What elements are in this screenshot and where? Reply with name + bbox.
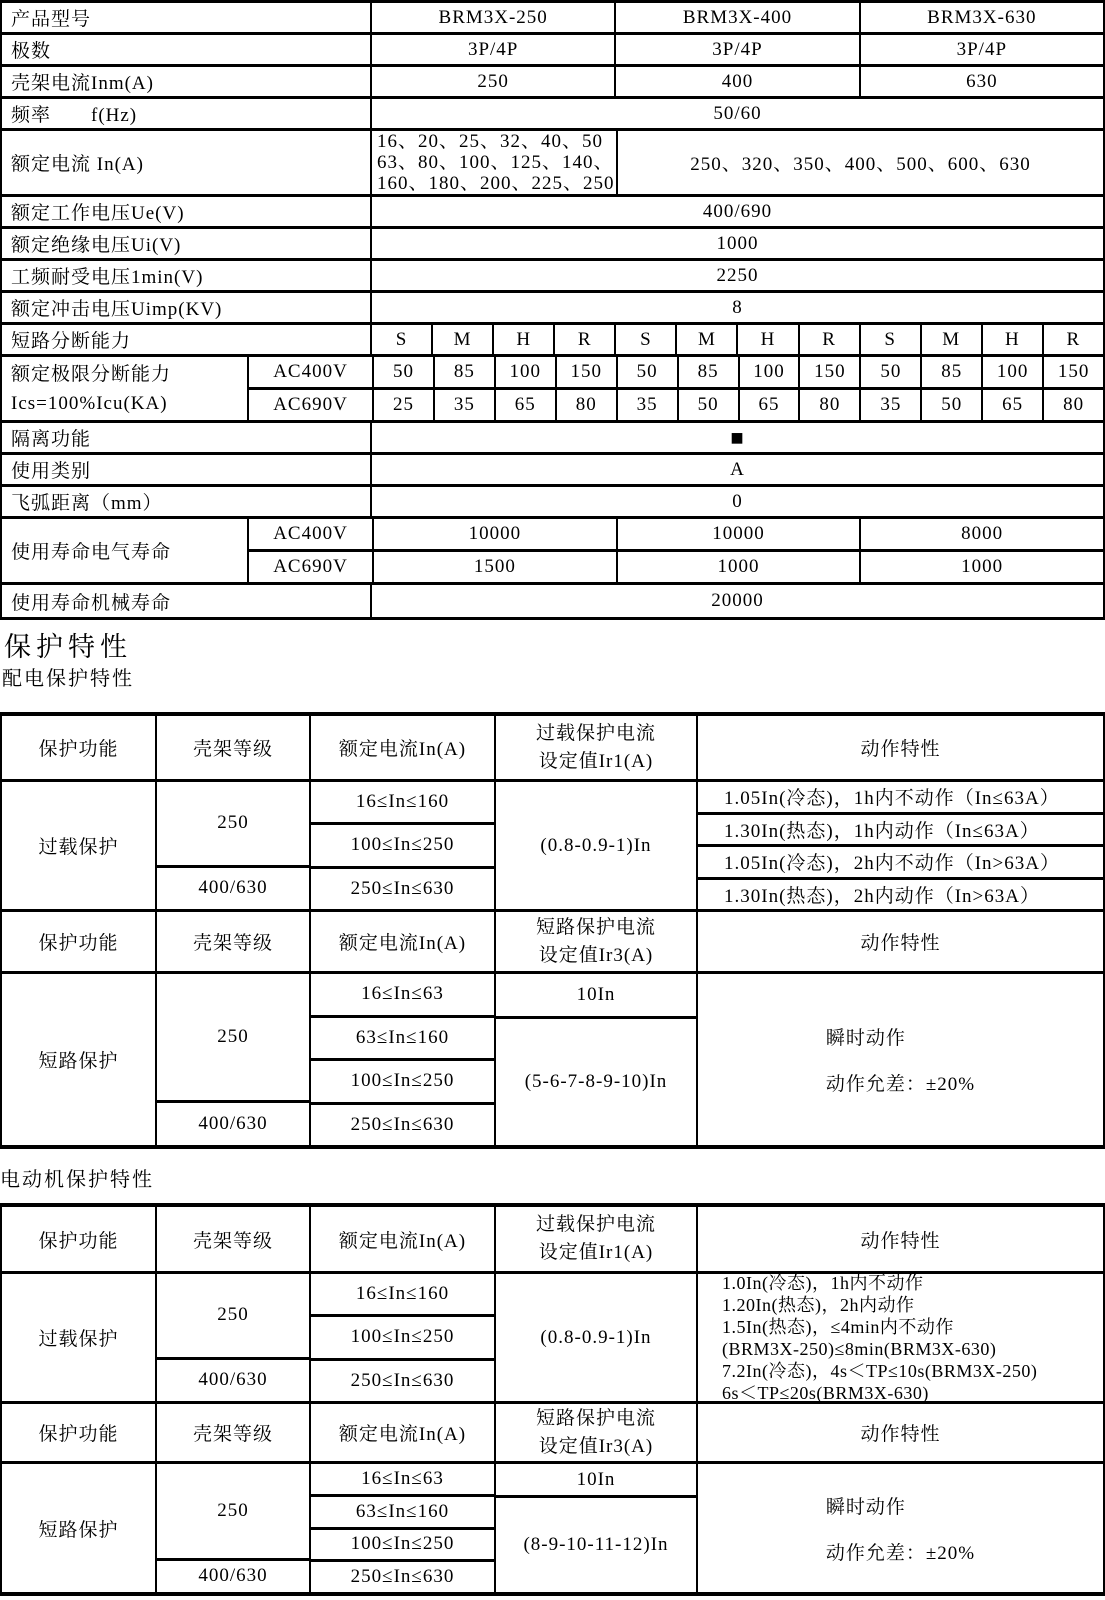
action-line: 6s＜TP≤20s(BRM3X-630) — [722, 1382, 929, 1403]
value-cell: 630 — [859, 67, 1103, 96]
value-cell: 1500 — [372, 552, 616, 582]
value-cell: BRM3X-400 — [614, 3, 858, 32]
value-cell: 85 — [433, 357, 494, 387]
value-cell: 65 — [494, 390, 555, 420]
value-cell: 80 — [555, 390, 616, 420]
grade-cell: R — [798, 325, 859, 354]
value-cell: 1000 — [370, 229, 1103, 258]
row-label: 使用寿命机械寿命 — [11, 592, 172, 614]
spec-row-mechanical-life — [2, 585, 1103, 617]
value-cell: 150 — [798, 357, 859, 387]
frame-rating-cell: 400/630 — [157, 1558, 309, 1592]
col-header: 保护功能 — [38, 1230, 119, 1252]
value-cell: 100 — [494, 357, 555, 387]
col-header: 壳架等级 — [155, 716, 309, 779]
setting-value-cell: (5-6-7-8-9-10)In — [496, 1016, 696, 1145]
value-cell: 50 — [859, 357, 920, 387]
value-cell: 1000 — [616, 552, 860, 582]
action-line: 7.2In(冷态)，4s＜TP≤10s(BRM3X-250) — [722, 1360, 1038, 1381]
col-header: 壳架等级 — [155, 1207, 309, 1271]
current-range-cell: 250≤In≤630 — [311, 1559, 494, 1592]
value-cell: 0 — [370, 487, 1103, 516]
value-cell: 20000 — [370, 585, 1103, 617]
spec-row-withstand-voltage — [2, 261, 1103, 293]
col-header-line: 设定值Ir1(A) — [538, 1242, 654, 1263]
voltage-cell: AC690V — [273, 394, 348, 415]
action-line: 动作允差：±20% — [825, 1074, 976, 1095]
action-line: 1.20In(热态)，2h内动作 — [722, 1294, 915, 1315]
current-range-col — [309, 974, 494, 1145]
value-cell: 10000 — [616, 519, 860, 549]
col-header: 壳架等级 — [155, 912, 309, 971]
value-cell-current-list — [370, 131, 616, 194]
value-cell: 3P/4P — [370, 35, 614, 64]
grade-cell: H — [492, 325, 553, 354]
frame-rating-col — [155, 1464, 309, 1592]
value-cell: 8 — [370, 293, 1103, 322]
spec-row-poles — [2, 35, 1103, 67]
current-range-cell: 63≤In≤160 — [311, 1494, 494, 1527]
value-cell: 8000 — [859, 519, 1103, 549]
col-header: 动作特性 — [696, 1207, 1103, 1271]
current-range-cell: 100≤In≤250 — [311, 1314, 494, 1357]
current-range-cell: 16≤In≤160 — [355, 1283, 450, 1305]
header-row-short-circuit — [2, 912, 1103, 974]
header-row-overload — [2, 1207, 1103, 1274]
row-label: 隔离功能 — [11, 429, 92, 450]
spec-row-insulation-voltage — [2, 229, 1103, 261]
current-range-cell: 16≤In≤63 — [361, 1467, 444, 1489]
frame-rating-cell: 250 — [217, 1304, 249, 1326]
action-line: 1.0In(冷态)，1h内不动作 — [722, 1272, 924, 1293]
row-label: 额定冲击电压Uimp(KV) — [11, 299, 223, 320]
value-cell: BRM3X-250 — [370, 3, 614, 32]
row-label: 频率 f(Hz) — [11, 105, 138, 126]
current-range-cell: 100≤In≤250 — [311, 1527, 494, 1560]
breaking-values — [247, 357, 1103, 420]
value-cell: 50 — [920, 390, 981, 420]
col-header — [494, 912, 696, 971]
current-list-line: 63、80、100、125、140、 — [377, 152, 614, 173]
col-header-line: 设定值Ir3(A) — [538, 944, 654, 966]
grade-cell: R — [1042, 325, 1103, 354]
col-header: 保护功能 — [38, 933, 119, 954]
voltage-cell: AC690V — [273, 556, 348, 577]
current-range-cell: 100≤In≤250 — [311, 1058, 494, 1102]
ac690v-row — [249, 387, 1103, 420]
value-cell: 3P/4P — [859, 35, 1103, 64]
value-cell: 35 — [616, 390, 677, 420]
row-label — [2, 357, 247, 420]
value-cell: 65 — [738, 390, 799, 420]
setting-value-cell: 10In — [576, 984, 616, 1005]
action-cell — [696, 1274, 1103, 1401]
row-label: 工频耐受电压1min(V) — [11, 267, 204, 288]
current-range-cell: 63≤In≤160 — [311, 1015, 494, 1059]
current-range-cell: 250≤In≤630 — [311, 866, 494, 909]
row-label: 额定工作电压Ue(V) — [11, 203, 185, 224]
row-label: 短路分断能力 — [11, 331, 132, 352]
action-col — [696, 782, 1103, 909]
subsection-title-motor: 电动机保护特性 — [0, 1169, 154, 1191]
value-cell: 35 — [433, 390, 494, 420]
value-cell: 250 — [370, 67, 614, 96]
setting-value-col — [494, 1464, 696, 1592]
col-header: 壳架等级 — [155, 1404, 309, 1461]
current-range-cell: 250≤In≤630 — [311, 1102, 494, 1146]
value-cell: 65 — [981, 390, 1042, 420]
col-header — [494, 1207, 696, 1271]
row-label-line: Ics=100%Icu(KA) — [11, 393, 168, 415]
action-cell — [696, 974, 1103, 1145]
current-list-line: 16、20、25、32、40、50 — [377, 131, 604, 152]
value-cell: 50 — [677, 390, 738, 420]
instant-action-text — [826, 1482, 975, 1574]
value-cell: 50 — [372, 357, 433, 387]
row-label: 壳架电流Inm(A) — [11, 73, 154, 94]
value-cell: 2250 — [370, 261, 1103, 290]
col-header — [494, 716, 696, 779]
setting-value-cell: (0.8-0.9-1)In — [494, 782, 696, 909]
value-cell: 150 — [1042, 357, 1103, 387]
grade-cell: M — [431, 325, 492, 354]
action-line: 动作允差：±20% — [825, 1542, 976, 1564]
setting-value-cell: (0.8-0.9-1)In — [494, 1274, 696, 1401]
protection-function-cell: 短路保护 — [38, 1051, 119, 1072]
col-header: 动作特性 — [696, 1404, 1103, 1461]
overload-protection-block — [2, 782, 1103, 912]
value-cell: 150 — [555, 357, 616, 387]
row-label: 极数 — [11, 41, 52, 62]
setting-value-cell: (8-9-10-11-12)In — [496, 1495, 696, 1592]
value-cell: 400 — [614, 67, 858, 96]
overload-protection-block — [2, 1274, 1103, 1404]
setting-value-col — [494, 974, 696, 1145]
row-label: 产品型号 — [11, 9, 92, 30]
spec-table — [0, 0, 1105, 620]
current-list-line: 160、180、200、225、250 — [377, 173, 615, 194]
protection-function-cell: 过载保护 — [38, 1329, 119, 1350]
instant-action-text — [826, 1014, 975, 1106]
value-cell: A — [370, 455, 1103, 484]
voltage-cell: AC400V — [273, 523, 348, 544]
spec-row-breaking-capacity-grades — [2, 325, 1103, 357]
value-cell: 100 — [981, 357, 1042, 387]
col-header: 额定电流In(A) — [309, 1404, 494, 1461]
value-cell: 250、320、350、400、500、600、630 — [616, 131, 1103, 194]
value-cell: 85 — [677, 357, 738, 387]
life-values — [247, 519, 1103, 582]
section-title-protection: 保护特性 — [4, 632, 132, 662]
value-cell: 3P/4P — [614, 35, 858, 64]
col-header: 保护功能 — [38, 739, 119, 760]
current-range-col — [309, 782, 494, 909]
value-cell: BRM3X-630 — [859, 3, 1103, 32]
col-header-line: 设定值Ir1(A) — [538, 750, 654, 772]
current-range-cell: 250≤In≤630 — [311, 1358, 494, 1401]
value-cell: 35 — [859, 390, 920, 420]
frame-rating-cell: 250 — [217, 812, 249, 834]
spec-row-working-voltage — [2, 197, 1103, 229]
spec-row-rated-current — [2, 131, 1103, 197]
frame-rating-cell: 400/630 — [157, 1100, 309, 1145]
action-cell: 1.05In(冷态)，2h内不动作（In>63A） — [698, 844, 1103, 877]
protection-function-cell: 过载保护 — [38, 837, 119, 858]
row-label: 使用寿命电气寿命 — [11, 542, 172, 563]
grade-cell: M — [675, 325, 736, 354]
value-cell: 10000 — [372, 519, 616, 549]
voltage-cell: AC400V — [273, 361, 348, 382]
col-header-line: 过载保护电流 — [535, 1214, 656, 1235]
frame-rating-col — [155, 782, 309, 909]
frame-rating-col — [155, 974, 309, 1145]
value-cell: 50/60 — [370, 99, 1103, 128]
current-range-col — [309, 1464, 494, 1592]
value-cell: 80 — [798, 390, 859, 420]
value-cell: 85 — [920, 357, 981, 387]
row-label: 额定绝缘电压Ui(V) — [11, 235, 182, 256]
grade-cell: H — [736, 325, 797, 354]
spec-row-arc-distance — [2, 487, 1103, 519]
header-row-short-circuit — [2, 1404, 1103, 1464]
frame-rating-cell: 250 — [217, 1026, 249, 1047]
action-cell: 1.05In(冷态)，1h内不动作（In≤63A） — [724, 788, 1060, 810]
spec-row-impulse-voltage — [2, 293, 1103, 325]
col-header: 额定电流In(A) — [309, 1207, 494, 1271]
action-line: (BRM3X-250)≤8min(BRM3X-630) — [722, 1338, 997, 1359]
action-line: 1.5In(热态)，≤4min内不动作 — [722, 1316, 954, 1337]
current-range-cell: 16≤In≤63 — [361, 983, 444, 1005]
col-header: 保护功能 — [38, 1424, 119, 1445]
value-cell: 400/690 — [370, 197, 1103, 226]
row-label: 使用类别 — [11, 461, 92, 482]
filled-square-mark: ■ — [370, 423, 1103, 452]
setting-value-cell: 10In — [576, 1468, 616, 1490]
col-header: 额定电流In(A) — [309, 716, 494, 779]
value-cell: 100 — [738, 357, 799, 387]
grade-cell: M — [920, 325, 981, 354]
action-line: 瞬时动作 — [825, 1028, 906, 1049]
ac690v-row — [249, 549, 1103, 582]
value-cell: 50 — [616, 357, 677, 387]
value-cell: 25 — [372, 390, 433, 420]
col-header: 额定电流In(A) — [309, 912, 494, 971]
col-header: 动作特性 — [696, 716, 1103, 779]
value-cell: 1000 — [859, 552, 1103, 582]
col-header-line: 短路保护电流 — [535, 1407, 656, 1429]
grade-cell: H — [981, 325, 1042, 354]
motor-protection-table — [0, 1203, 1105, 1596]
spec-row-utilization-category — [2, 455, 1103, 487]
ac400v-row — [249, 519, 1103, 549]
action-cell — [696, 1464, 1103, 1592]
spec-row-frame-current — [2, 67, 1103, 99]
short-circuit-protection-block — [2, 1464, 1103, 1592]
grade-cell: S — [614, 325, 675, 354]
short-circuit-protection-block — [2, 974, 1103, 1145]
distribution-protection-table — [0, 712, 1105, 1149]
spec-row-isolation — [2, 423, 1103, 455]
current-range-col — [309, 1274, 494, 1401]
col-header: 动作特性 — [696, 912, 1103, 971]
col-header — [494, 1404, 696, 1461]
action-line: 瞬时动作 — [825, 1496, 906, 1518]
frame-rating-cell: 250 — [217, 1499, 249, 1521]
spec-row-model — [2, 3, 1103, 35]
grade-cell: S — [859, 325, 920, 354]
col-header-line: 过载保护电流 — [535, 722, 656, 744]
row-label-line: 额定极限分断能力 — [11, 364, 172, 386]
row-label: 额定电流 In(A) — [11, 154, 144, 175]
grade-cell: R — [553, 325, 614, 354]
protection-function-cell: 短路保护 — [38, 1519, 119, 1541]
current-range-cell: 100≤In≤250 — [311, 822, 494, 865]
value-cell: 80 — [1042, 390, 1103, 420]
col-header-line: 设定值Ir3(A) — [538, 1435, 654, 1457]
spec-row-frequency — [2, 99, 1103, 131]
spec-row-ultimate-breaking — [2, 357, 1103, 423]
subsection-title-distribution: 配电保护特性 — [2, 668, 134, 690]
col-header-line: 短路保护电流 — [535, 916, 656, 938]
frame-rating-cell: 400/630 — [157, 865, 309, 909]
row-label: 飞弧距离（mm） — [11, 493, 163, 514]
ac400v-row — [249, 357, 1103, 387]
current-range-cell: 16≤In≤160 — [355, 791, 450, 813]
action-cell: 1.30In(热态)，2h内动作（In>63A） — [698, 877, 1103, 910]
header-row-overload — [2, 716, 1103, 782]
frame-rating-col — [155, 1274, 309, 1401]
frame-rating-cell: 400/630 — [157, 1357, 309, 1401]
action-cell: 1.30In(热态)，1h内动作（In≤63A） — [698, 812, 1103, 845]
spec-row-electrical-life — [2, 519, 1103, 585]
grade-cell: S — [370, 325, 431, 354]
